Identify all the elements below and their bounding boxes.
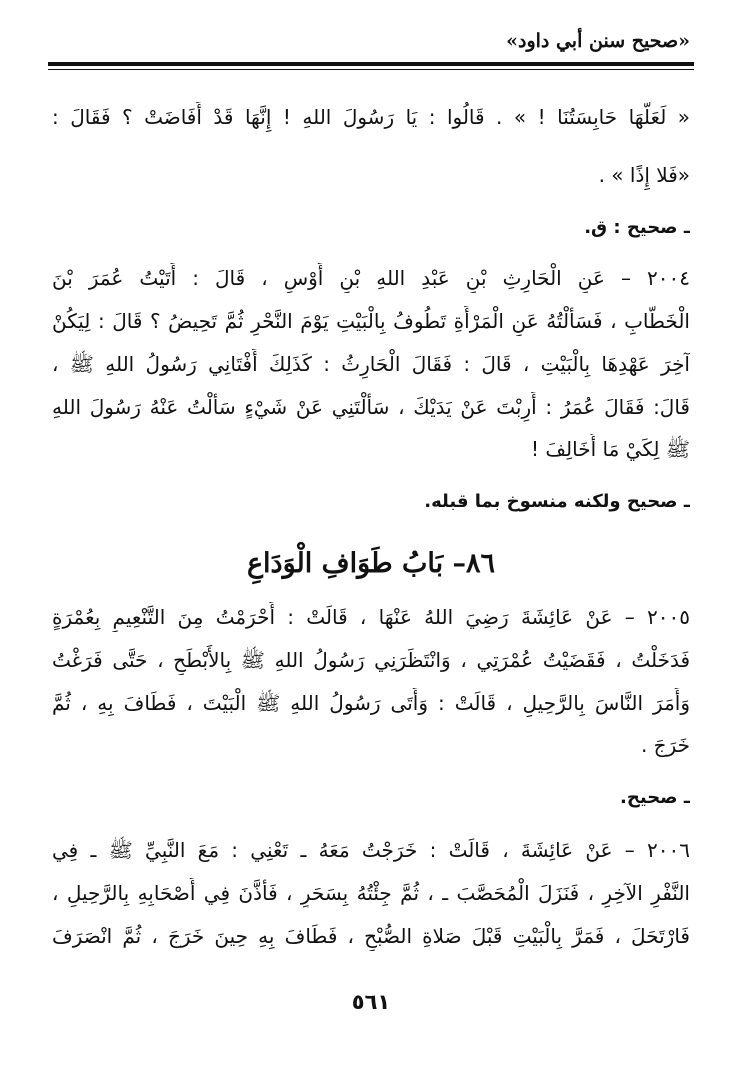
- header-rule-thick: [48, 62, 694, 66]
- hadith-2003-line-2: «فَلا إِذًا » .: [598, 163, 690, 187]
- running-header: «صحيح سنن أبي داود»: [506, 30, 690, 52]
- hadith-2004-line-1: ٢٠٠٤ – عَنِ الْحَارِثِ بْنِ عَبْدِ اللهِ بْنِ أَوْسٍ ، قَالَ : أَتَيْتُ عُمَرَ بْنَ: [52, 266, 690, 290]
- hadith-2006-line-3: فَارْتَحَلَ ، فَمَرَّ بِالْبَيْتِ قَبْلَ صَلاةِ الصُّبْحِ ، فَطَافَ بِهِ حِينَ خَرَجَ ، ثُمَّ انْصَرَفَ: [52, 924, 690, 948]
- hadith-2006-line-1: ٢٠٠٦ – عَنْ عَائِشَةَ ، قَالَتْ : خَرَجْتُ مَعَهُ ـ تَعْنِي : مَعَ النَّبِيِّ ﷺ ـ فِي: [52, 838, 690, 862]
- hadith-2005-grade: ـ صحيح.: [620, 787, 690, 808]
- hadith-2005-line-2: فَدَخَلْتُ ، فَقَضَيْتُ عُمْرَتِي ، وَانْتَظَرَنِي رَسُولُ اللهِ ﷺ بِالأَبْطَحِ ، حَتَّى فَرَغْتُ: [52, 648, 690, 672]
- page-number: ٥٦١: [351, 990, 391, 1014]
- hadith-2005-line-1: ٢٠٠٥ – عَنْ عَائِشَةَ رَضِيَ اللهُ عَنْهَا ، قَالَتْ : أَحْرَمْتُ مِنَ التَّنْعِيمِ بِعُمْرَةٍ: [52, 605, 690, 629]
- hadith-2006-line-2: النَّفْرِ الآخِرِ ، فَنَزَلَ الْمُحَصَّبَ ـ ، ثُمَّ جِئْتُهُ بِسَحَرٍ ، فَأَذَّنَ فِي أَصْحَابِهِ بِالرَّحِيلِ ،: [52, 881, 690, 905]
- hadith-2004-grade: ـ صحيح ولكنه منسوخ بما قبله.: [424, 491, 690, 512]
- hadith-2005-line-4: خَرَجَ .: [640, 733, 690, 757]
- hadith-2004-line-5: ﷺ لِكَيْ مَا أُخَالِفَ !: [530, 437, 690, 461]
- hadith-2004-line-3: آخِرَ عَهْدِهَا بِالْبَيْتِ ، قَالَ : فَقَالَ الْحَارِثُ : كَذَلِكَ أَفْتَانِي رَسُولُ اللهِ ﷺ ،: [52, 352, 690, 376]
- hadith-2003-grade: ـ صحيح : ق.: [584, 217, 690, 238]
- hadith-2003-line-1: « لَعَلَّهَا حَابِسَتُنَا ! » . قَالُوا : يَا رَسُولَ اللهِ ! إِنَّهَا قَدْ أَفَاضَتْ ؟ فَقَالَ :: [52, 105, 690, 129]
- hadith-2004-line-2: الْخَطَّابِ ، فَسَأَلْتُهُ عَنِ الْمَرْأَةِ تَطُوفُ بِالْبَيْتِ يَوْمَ النَّحْرِ ثُمَّ تَحِيضُ ؟ قَالَ : لِيَكُنْ: [52, 309, 690, 333]
- hadith-2004-line-4: قَالَ: فَقَالَ عُمَرُ : أَرِبْتَ عَنْ يَدَيْكَ ، سَأَلْتَنِي عَنْ شَيْءٍ سَأَلْتُ عَنْهُ رَسُولَ اللهِ: [52, 395, 690, 419]
- chapter-title: ٨٦– بَابُ طَوَافِ الْوَدَاعِ: [246, 548, 496, 579]
- header-rule-thin: [48, 69, 694, 70]
- hadith-2005-line-3: وَأَمَرَ النَّاسَ بِالرَّحِيلِ ، قَالَتْ : وَأَتَى رَسُولُ اللهِ ﷺ الْبَيْتَ ، فَطَافَ بِهِ ، ثُمَّ: [52, 691, 690, 715]
